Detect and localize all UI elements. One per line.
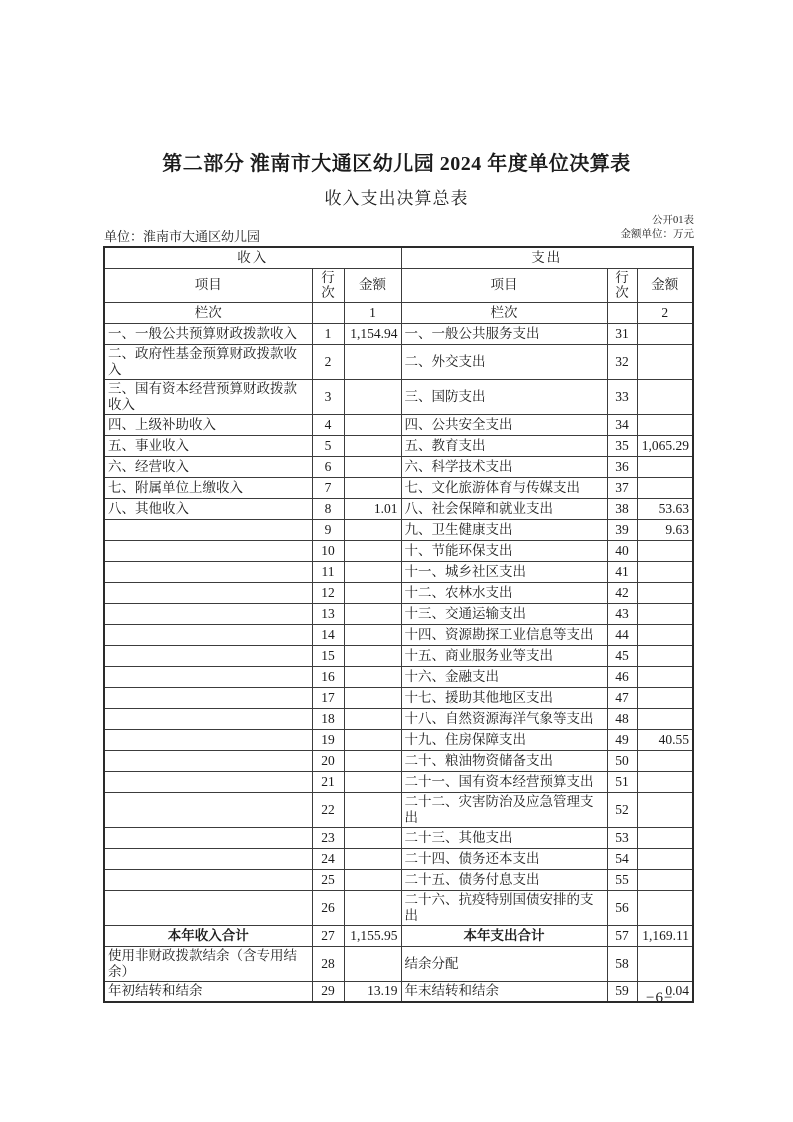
expense-item-cell: 十九、住房保障支出: [401, 730, 607, 751]
income-amount-cell: [344, 436, 401, 457]
income-amount-cell: [344, 562, 401, 583]
table-row: [104, 415, 693, 436]
table-row: [104, 772, 693, 793]
income-amount-cell: [344, 827, 401, 848]
expense-amount-cell: [637, 625, 693, 646]
income-amount-cell: [344, 604, 401, 625]
income-amount-cell: [344, 583, 401, 604]
expense-line-cell: 41: [607, 562, 637, 583]
income-item-column-header: 项目: [104, 268, 312, 303]
expense-item-cell: 二十五、债务付息支出: [401, 869, 607, 890]
income-amount-column-header: 金额: [344, 268, 401, 303]
income-line-cell: 3: [312, 380, 344, 415]
expense-amount-cell: [637, 380, 693, 415]
income-index-label: 栏次: [104, 303, 312, 324]
income-amount-cell: 1,154.94: [344, 324, 401, 345]
expense-line-cell: 31: [607, 324, 637, 345]
income-line-cell: 12: [312, 583, 344, 604]
table-row: [104, 730, 693, 751]
table-row: [104, 625, 693, 646]
income-item-cell: [104, 583, 312, 604]
table-row: [104, 380, 693, 415]
expense-amount-cell: [637, 478, 693, 499]
table-row: [104, 869, 693, 890]
expense-item-cell: 二、外交支出: [401, 345, 607, 380]
expense-amount-cell: [637, 583, 693, 604]
table-row: [104, 499, 693, 520]
table-row: [104, 324, 693, 345]
expense-item-cell: 二十一、国有资本经营预算支出: [401, 772, 607, 793]
income-item-cell: 年初结转和结余: [104, 981, 312, 1002]
expense-amount-cell: 0.04: [637, 981, 693, 1002]
table-row: [104, 457, 693, 478]
income-item-cell: 本年收入合计: [104, 925, 312, 946]
income-item-cell: [104, 604, 312, 625]
expense-amount-cell: 40.55: [637, 730, 693, 751]
expense-item-cell: 十一、城乡社区支出: [401, 562, 607, 583]
expense-item-cell: 二十四、债务还本支出: [401, 848, 607, 869]
income-amount-cell: [344, 625, 401, 646]
expense-item-cell: 二十三、其他支出: [401, 827, 607, 848]
expense-line-cell: 53: [607, 827, 637, 848]
income-amount-cell: [344, 709, 401, 730]
income-item-cell: 使用非财政拨款结余（含专用结余）: [104, 946, 312, 981]
amount-unit-label: 金额单位：万元: [620, 229, 694, 240]
expense-line-cell: 57: [607, 925, 637, 946]
expense-line-cell: 49: [607, 730, 637, 751]
expense-item-cell: 结余分配: [401, 946, 607, 981]
income-amount-cell: [344, 751, 401, 772]
income-line-cell: 2: [312, 345, 344, 380]
expense-amount-cell: [637, 604, 693, 625]
income-line-cell: 15: [312, 646, 344, 667]
table-row: [104, 541, 693, 562]
income-item-cell: [104, 869, 312, 890]
expense-amount-cell: [637, 890, 693, 925]
table-row: [104, 345, 693, 380]
income-item-cell: [104, 541, 312, 562]
income-item-cell: [104, 890, 312, 925]
expense-line-cell: 40: [607, 541, 637, 562]
income-line-cell: 18: [312, 709, 344, 730]
expense-item-cell: 二十、粮油物资储备支出: [401, 751, 607, 772]
income-item-cell: [104, 709, 312, 730]
expense-line-cell: 36: [607, 457, 637, 478]
section-header-row: [104, 247, 693, 268]
expense-amount-cell: [637, 646, 693, 667]
income-line-cell: 23: [312, 827, 344, 848]
column-header-row: [104, 268, 693, 303]
income-line-cell: 26: [312, 890, 344, 925]
income-line-cell: 9: [312, 520, 344, 541]
income-amount-cell: 1,155.95: [344, 925, 401, 946]
income-amount-cell: [344, 478, 401, 499]
expense-line-cell: 44: [607, 625, 637, 646]
income-section-header: 收入: [104, 247, 401, 268]
expense-amount-cell: [637, 457, 693, 478]
income-line-cell: 1: [312, 324, 344, 345]
income-item-cell: 六、经营收入: [104, 457, 312, 478]
expense-index-label: 栏次: [401, 303, 607, 324]
expense-item-cell: 十八、自然资源海洋气象等支出: [401, 709, 607, 730]
expense-line-cell: 51: [607, 772, 637, 793]
expense-item-cell: 十二、农林水支出: [401, 583, 607, 604]
expense-column-index: 2: [637, 303, 693, 324]
expense-line-cell: 33: [607, 380, 637, 415]
expense-line-cell: 46: [607, 667, 637, 688]
income-amount-cell: [344, 946, 401, 981]
income-amount-cell: [344, 457, 401, 478]
income-line-cell: 6: [312, 457, 344, 478]
expense-amount-cell: [637, 793, 693, 828]
income-item-cell: [104, 827, 312, 848]
expense-amount-cell: [637, 772, 693, 793]
expense-item-cell: 三、国防支出: [401, 380, 607, 415]
table-body: [104, 324, 693, 1002]
expense-line-cell: 56: [607, 890, 637, 925]
income-line-cell: 21: [312, 772, 344, 793]
income-item-cell: [104, 688, 312, 709]
income-line-cell: 19: [312, 730, 344, 751]
expense-item-cell: 本年支出合计: [401, 925, 607, 946]
expense-item-cell: 二十二、灾害防治及应急管理支出: [401, 793, 607, 828]
expense-amount-cell: 1,065.29: [637, 436, 693, 457]
income-amount-cell: [344, 646, 401, 667]
expense-line-cell: 43: [607, 604, 637, 625]
expense-line-cell: 37: [607, 478, 637, 499]
expense-item-cell: 二十六、抗疫特别国债安排的支出: [401, 890, 607, 925]
income-line-cell: 25: [312, 869, 344, 890]
income-item-cell: [104, 730, 312, 751]
expense-lineno-column-header: 行次: [607, 268, 637, 303]
part-title: 第二部分 淮南市大通区幼儿园 2024 年度单位决算表: [162, 153, 631, 175]
table-row: [104, 709, 693, 730]
expense-item-cell: 六、科学技术支出: [401, 457, 607, 478]
income-amount-cell: [344, 345, 401, 380]
table-row: [104, 793, 693, 828]
income-line-cell: 20: [312, 751, 344, 772]
expense-amount-cell: [637, 688, 693, 709]
expense-amount-column-header: 金额: [637, 268, 693, 303]
expense-item-cell: 四、公共安全支出: [401, 415, 607, 436]
expense-amount-cell: [637, 869, 693, 890]
expense-item-cell: 年末结转和结余: [401, 981, 607, 1002]
income-amount-cell: [344, 890, 401, 925]
column-index-row: [104, 303, 693, 324]
expense-amount-cell: [637, 709, 693, 730]
income-item-cell: 四、上级补助收入: [104, 415, 312, 436]
table-row: [104, 478, 693, 499]
income-amount-cell: [344, 793, 401, 828]
income-line-cell: 11: [312, 562, 344, 583]
income-item-cell: [104, 646, 312, 667]
income-amount-cell: 1.01: [344, 499, 401, 520]
unit-label: 单位：淮南市大通区幼儿园: [104, 229, 261, 244]
expense-line-cell: 55: [607, 869, 637, 890]
expense-line-cell: 54: [607, 848, 637, 869]
income-amount-cell: [344, 380, 401, 415]
income-item-cell: 一、一般公共预算财政拨款收入: [104, 324, 312, 345]
income-line-cell: 8: [312, 499, 344, 520]
income-line-cell: 7: [312, 478, 344, 499]
expense-line-cell: 52: [607, 793, 637, 828]
expense-item-cell: 五、教育支出: [401, 436, 607, 457]
expense-item-cell: 十、节能环保支出: [401, 541, 607, 562]
expense-line-cell: 34: [607, 415, 637, 436]
table-row: [104, 688, 693, 709]
income-line-cell: 27: [312, 925, 344, 946]
table-title: 收入支出决算总表: [324, 189, 469, 208]
income-item-cell: 七、附属单位上缴收入: [104, 478, 312, 499]
income-line-cell: 17: [312, 688, 344, 709]
expense-item-cell: 八、社会保障和就业支出: [401, 499, 607, 520]
income-item-cell: [104, 520, 312, 541]
expense-line-cell: 35: [607, 436, 637, 457]
expense-item-cell: 一、一般公共服务支出: [401, 324, 607, 345]
page-number: −6−: [646, 990, 674, 1006]
expense-amount-cell: [637, 415, 693, 436]
table-row: [104, 946, 693, 981]
income-amount-cell: [344, 520, 401, 541]
table-row: [104, 583, 693, 604]
income-column-index: 1: [344, 303, 401, 324]
income-item-cell: 三、国有资本经营预算财政拨款收入: [104, 380, 312, 415]
table-row: [104, 436, 693, 457]
income-amount-cell: [344, 415, 401, 436]
expense-item-cell: 七、文化旅游体育与传媒支出: [401, 478, 607, 499]
income-line-cell: 5: [312, 436, 344, 457]
income-line-cell: 13: [312, 604, 344, 625]
table-row: [104, 520, 693, 541]
income-item-cell: [104, 667, 312, 688]
expense-amount-cell: [637, 324, 693, 345]
expense-amount-cell: [637, 946, 693, 981]
expense-item-column-header: 项目: [401, 268, 607, 303]
income-line-cell: 10: [312, 541, 344, 562]
expense-item-cell: 十四、资源勘探工业信息等支出: [401, 625, 607, 646]
doc-note: 公开01表: [652, 215, 694, 226]
expense-amount-cell: 53.63: [637, 499, 693, 520]
expense-amount-cell: [637, 827, 693, 848]
income-lineno-column-header: 行次: [312, 268, 344, 303]
income-amount-cell: [344, 848, 401, 869]
expense-line-cell: 50: [607, 751, 637, 772]
income-amount-cell: [344, 667, 401, 688]
expense-item-cell: 十七、援助其他地区支出: [401, 688, 607, 709]
expense-line-cell: 48: [607, 709, 637, 730]
income-amount-cell: [344, 541, 401, 562]
income-line-cell: 29: [312, 981, 344, 1002]
income-item-cell: 五、事业收入: [104, 436, 312, 457]
expense-line-cell: 32: [607, 345, 637, 380]
expense-index-lineno-blank: [607, 303, 637, 324]
expense-amount-cell: [637, 848, 693, 869]
income-expense-summary-table: [103, 246, 694, 1003]
income-item-cell: [104, 562, 312, 583]
table-row: [104, 827, 693, 848]
income-amount-cell: [344, 688, 401, 709]
expense-amount-cell: 1,169.11: [637, 925, 693, 946]
income-item-cell: [104, 793, 312, 828]
income-line-cell: 22: [312, 793, 344, 828]
expense-line-cell: 59: [607, 981, 637, 1002]
income-item-cell: [104, 751, 312, 772]
income-line-cell: 28: [312, 946, 344, 981]
income-amount-cell: [344, 772, 401, 793]
income-item-cell: 二、政府性基金预算财政拨款收入: [104, 345, 312, 380]
income-amount-cell: [344, 869, 401, 890]
expense-item-cell: 十三、交通运输支出: [401, 604, 607, 625]
expense-line-cell: 38: [607, 499, 637, 520]
expense-section-header: 支出: [401, 247, 693, 268]
expense-amount-cell: 9.63: [637, 520, 693, 541]
expense-item-cell: 九、卫生健康支出: [401, 520, 607, 541]
expense-line-cell: 42: [607, 583, 637, 604]
income-item-cell: [104, 772, 312, 793]
income-line-cell: 4: [312, 415, 344, 436]
income-index-lineno-blank: [312, 303, 344, 324]
expense-line-cell: 45: [607, 646, 637, 667]
income-item-cell: [104, 625, 312, 646]
income-line-cell: 24: [312, 848, 344, 869]
table-row: [104, 890, 693, 925]
table-row: [104, 848, 693, 869]
income-amount-cell: [344, 730, 401, 751]
expense-amount-cell: [637, 667, 693, 688]
income-item-cell: 八、其他收入: [104, 499, 312, 520]
table-row: [104, 604, 693, 625]
expense-line-cell: 58: [607, 946, 637, 981]
expense-amount-cell: [637, 751, 693, 772]
expense-amount-cell: [637, 562, 693, 583]
expense-item-cell: 十五、商业服务业等支出: [401, 646, 607, 667]
table-row: [104, 751, 693, 772]
table-row: [104, 646, 693, 667]
expense-line-cell: 39: [607, 520, 637, 541]
income-line-cell: 16: [312, 667, 344, 688]
expense-line-cell: 47: [607, 688, 637, 709]
expense-item-cell: 十六、金融支出: [401, 667, 607, 688]
expense-amount-cell: [637, 345, 693, 380]
income-amount-cell: 13.19: [344, 981, 401, 1002]
table-row: [104, 562, 693, 583]
expense-amount-cell: [637, 541, 693, 562]
table-row: [104, 925, 693, 946]
table-row: [104, 667, 693, 688]
income-line-cell: 14: [312, 625, 344, 646]
income-item-cell: [104, 848, 312, 869]
table-row: [104, 981, 693, 1002]
